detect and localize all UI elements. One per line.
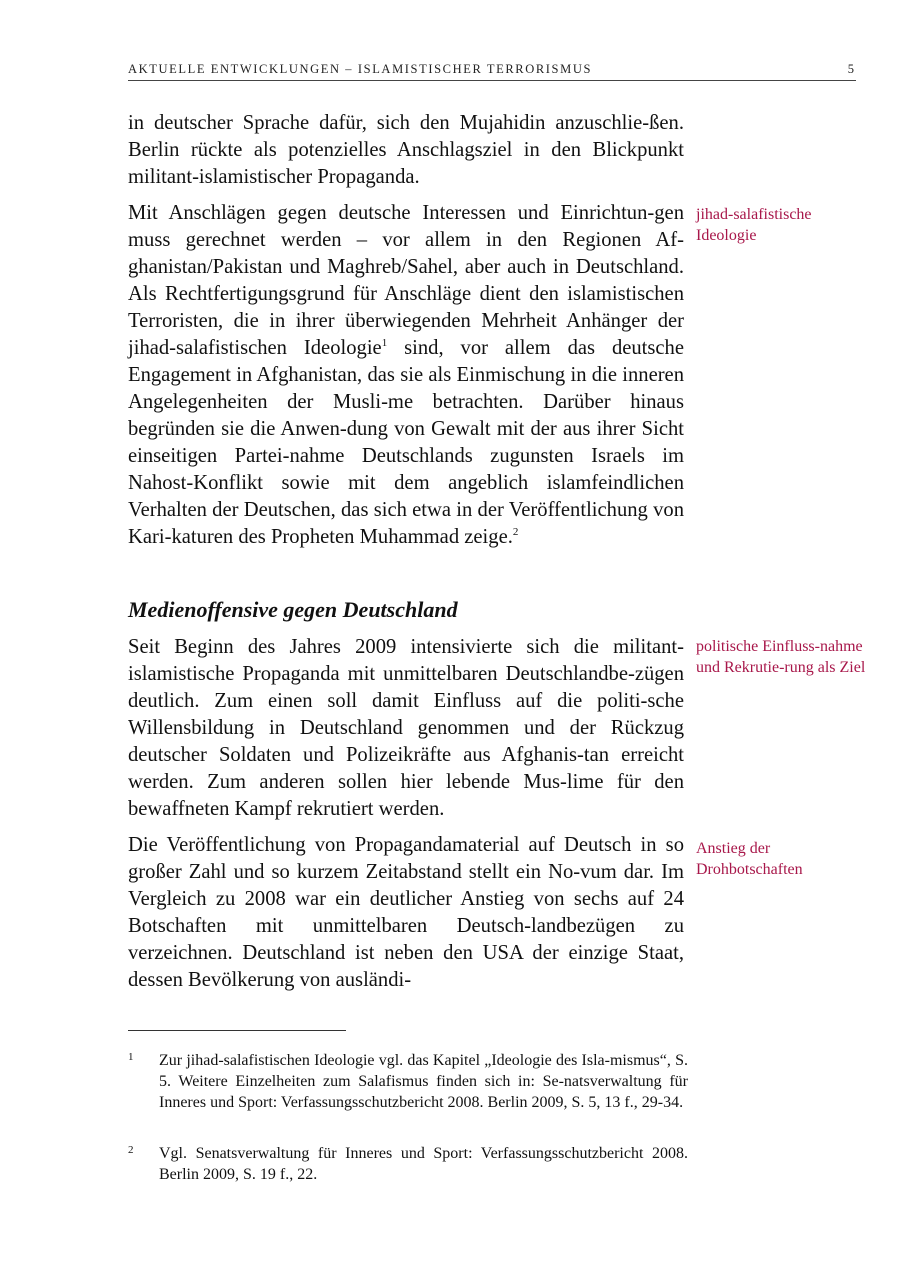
footnote-2 bbox=[128, 1143, 688, 1185]
footnote-1-text: Zur jihad-salafistischen Ideologie vgl. das Kapitel „Ideologie des Isla-mismus“, S. 5. Weitere Einzelheiten zum Salafismus finden sich in: Se-natsverwaltung für Inneres und Sport: Verfassungsschutzbericht 2008. Berlin 2009, S. 5, 13 f., 29-34. bbox=[159, 1052, 688, 1111]
header-title: AKTUELLE ENTWICKLUNGEN – ISLAMISTISCHER TERRORISMUS bbox=[128, 62, 592, 76]
margin-note-influence: politische Einfluss-nahme und Rekrutie-rung als Ziel bbox=[696, 638, 866, 676]
paragraph-3: Seit Beginn des Jahres 2009 intensivierte sich die militant-islamistische Propaganda mit unmittelbaren Deutschlandbe-zügen deutlich. Zum einen soll damit Einfluss auf die politi-sche Willensbildung in Deutschland genommen und der Rückzug deutscher Soldaten und Polizeikräfte aus Afghanis-tan erreicht werden. Zum anderen sollen hier lebende Mus-lime für den bewaffneten Kampf rekrutiert werden. bbox=[128, 636, 684, 820]
paragraph-1-container bbox=[128, 110, 684, 191]
paragraph-1: in deutscher Sprache dafür, sich den Mujahidin anzuschlie-ßen. Berlin rückte als potenzielles Anschlagsziel in den Blickpunkt militant-islamistischer Propaganda. bbox=[128, 112, 684, 188]
paragraph-4: Die Veröffentlichung von Propagandamaterial auf Deutsch in so großer Zahl und so kurzem Zeitabstand stellt ein No-vum dar. Im Vergleich zu 2008 war ein deutlicher Anstieg von sechs auf 24 Botschaften mit unmittelbaren Deutsch-landbezügen zu verzeichnen. Deutschland ist neben den USA der einzige Staat, dessen Bevölkerung von ausländi- bbox=[128, 834, 684, 991]
margin-note-threats: Anstieg der Drohbotschaften bbox=[696, 840, 803, 878]
paragraph-4-container bbox=[128, 832, 684, 994]
footnote-2-number: 2 bbox=[128, 1144, 134, 1156]
footnote-ref-1[interactable]: 1 bbox=[381, 336, 388, 349]
footnote-ref-2[interactable]: 2 bbox=[512, 525, 519, 538]
footnote-1-number: 1 bbox=[128, 1051, 134, 1063]
footnote-1 bbox=[128, 1050, 688, 1113]
paragraph-2-part-b: sind, vor allem das deutsche Engagement in Afghanistan, das sie als Einmischung in die inneren Angelegenheiten der Musli-me betrachten. Darüber hinaus begründen sie die Anwen-dung von Gewalt mit der aus ihrer Sicht einseitigen Partei-nahme Deutschlands zugunsten Israels im Nahost-Konflikt sowie mit dem angeblich islamfeindlichen Verhalten der Deutschen, das sich etwa in der Veröffentlichung von Kari-katuren des Propheten Muhammad zeige. bbox=[128, 337, 684, 548]
paragraph-2-part-a: Mit Anschlägen gegen deutsche Interessen und Einrichtun-gen muss gerechnet werden – vor allem in den Regionen Af-ghanistan/Pakistan und Maghreb/Sahel, aber auch in Deutschland. Als Rechtfertigungsgrund für Anschläge dient den islamistischen Terroristen, die in ihrer überwiegenden Mehrheit Anhänger der jihad-salafistischen Ideologie bbox=[128, 202, 684, 359]
paragraph-2-container bbox=[128, 200, 684, 551]
margin-note-ideology: jihad-salafistische Ideologie bbox=[696, 206, 812, 244]
footnote-divider bbox=[128, 1030, 346, 1031]
paragraph-3-container bbox=[128, 634, 684, 823]
footnote-2-text: Vgl. Senatsverwaltung für Inneres und Sport: Verfassungsschutzbericht 2008. Berlin 2009, S. 19 f., 22. bbox=[159, 1145, 688, 1183]
section-heading: Medienoffensive gegen Deutschland bbox=[128, 597, 458, 622]
running-header bbox=[128, 62, 856, 81]
paragraph-2 bbox=[128, 200, 684, 551]
page-number: 5 bbox=[847, 62, 854, 76]
